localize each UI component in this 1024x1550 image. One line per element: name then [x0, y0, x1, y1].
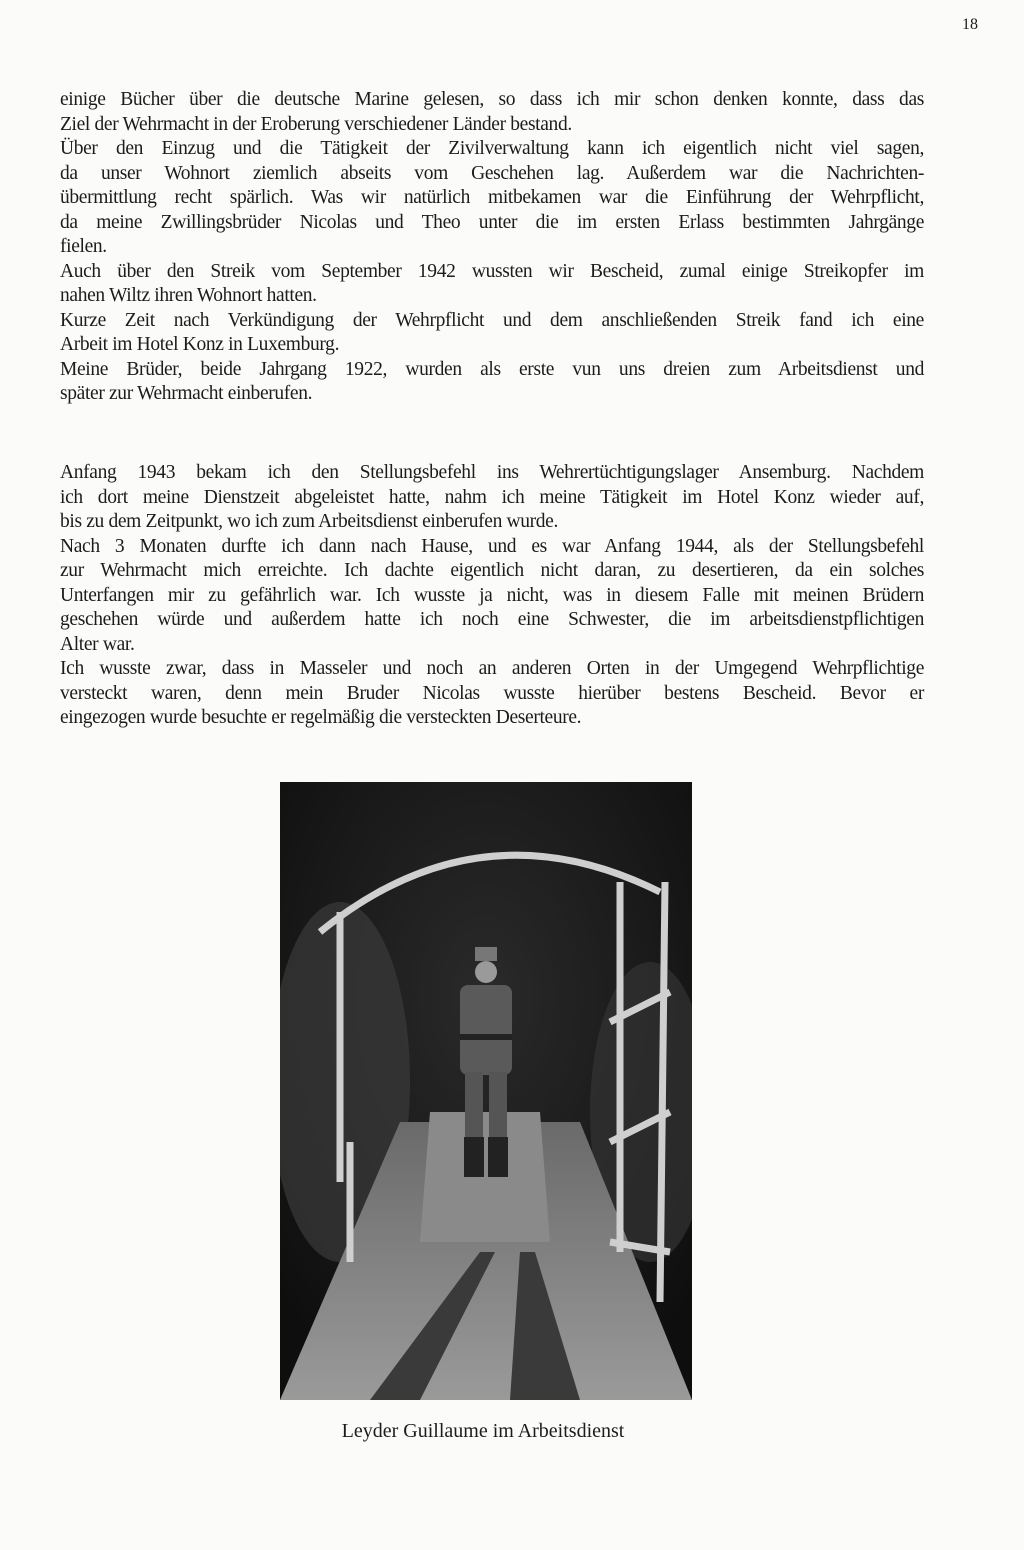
text-section-1: [60, 88, 924, 407]
text-line: versteckt waren, denn mein Bruder Nicolas wusste hierüber bestens Bescheid. Bevor er: [60, 682, 924, 704]
text-line: Kurze Zeit nach Verkündigung der Wehrpflicht und dem anschließenden Streik fand ich eine: [60, 309, 924, 331]
paragraph: [60, 358, 924, 407]
text-line: da unser Wohnort ziemlich abseits vom Geschehen lag. Außerdem war die Nachrichten-: [60, 162, 924, 184]
paragraph: [60, 88, 924, 137]
photograph-soldier-under-birch-arch: [280, 782, 692, 1400]
text-line: geschehen würde und außerdem hatte ich noch eine Schwester, die im arbeitsdienstpflichtigen: [60, 609, 924, 630]
photo-caption: Leyder Guillaume im Arbeitsdienst: [341, 1420, 625, 1442]
paragraph: [60, 461, 924, 535]
text-line: Unterfangen mir zu gefährlich war. Ich wusste ja nicht, was in diesem Falle mit meinen Brüdern: [60, 584, 924, 606]
page-number: 18: [962, 16, 978, 33]
text-line: Über den Einzug und die Tätigkeit der Zivilverwaltung kann ich eigentlich nicht viel sagen,: [60, 138, 924, 159]
text-line: Ziel der Wehrmacht in der Eroberung verschiedener Länder bestand.: [60, 113, 572, 135]
text-line: nahen Wiltz ihren Wohnort hatten.: [60, 285, 317, 306]
text-line: Anfang 1943 bekam ich den Stellungsbefehl ins Wehrertüchtigungslager Ansemburg. Nachdem: [60, 462, 924, 483]
paragraph: [60, 657, 924, 731]
text-line: fielen.: [60, 236, 107, 257]
text-line: ich dort meine Dienstzeit abgeleistet hatte, nahm ich meine Tätigkeit im Hotel Konz wieder auf,: [60, 486, 924, 508]
paragraph: [60, 535, 924, 658]
paragraph: [60, 260, 924, 309]
text-line: eingezogen wurde besuchte er regelmäßig die versteckten Deserteure.: [60, 707, 582, 728]
text-line: Nach 3 Monaten durfte ich dann nach Hause, und es war Anfang 1944, als der Stellungsbefehl: [60, 535, 924, 557]
text-line: Ich wusste zwar, dass in Masseler und noch an anderen Orten in der Umgegend Wehrpflichtige: [60, 658, 924, 679]
text-line: Alter war.: [60, 633, 135, 655]
text-line: übermittlung recht spärlich. Was wir natürlich mitbekamen war die Einführung der Wehrpflicht,: [60, 187, 924, 208]
text-section-2: [60, 461, 924, 731]
text-line: bis zu dem Zeitpunkt, wo ich zum Arbeitsdienst einberufen wurde.: [60, 511, 559, 532]
text-line: einige Bücher über die deutsche Marine gelesen, so dass ich mir schon denken konnte, dass das: [60, 89, 924, 110]
text-line: Meine Brüder, beide Jahrgang 1922, wurden als erste vun uns dreien zum Arbeitsdienst und: [60, 358, 924, 380]
text-line: Auch über den Streik vom September 1942 wussten wir Bescheid, zumal einige Streikopfer im: [60, 260, 924, 282]
text-line: zur Wehrmacht mich erreichte. Ich dachte eigentlich nicht daran, zu desertieren, da ein solches: [60, 560, 924, 581]
text-line: da meine Zwillingsbrüder Nicolas und Theo unter die im ersten Erlass bestimmten Jahrgänge: [60, 211, 924, 233]
text-line: später zur Wehrmacht einberufen.: [60, 383, 313, 404]
text-line: Arbeit im Hotel Konz in Luxemburg.: [60, 334, 340, 355]
paragraph: [60, 137, 924, 260]
paragraph: [60, 309, 924, 358]
